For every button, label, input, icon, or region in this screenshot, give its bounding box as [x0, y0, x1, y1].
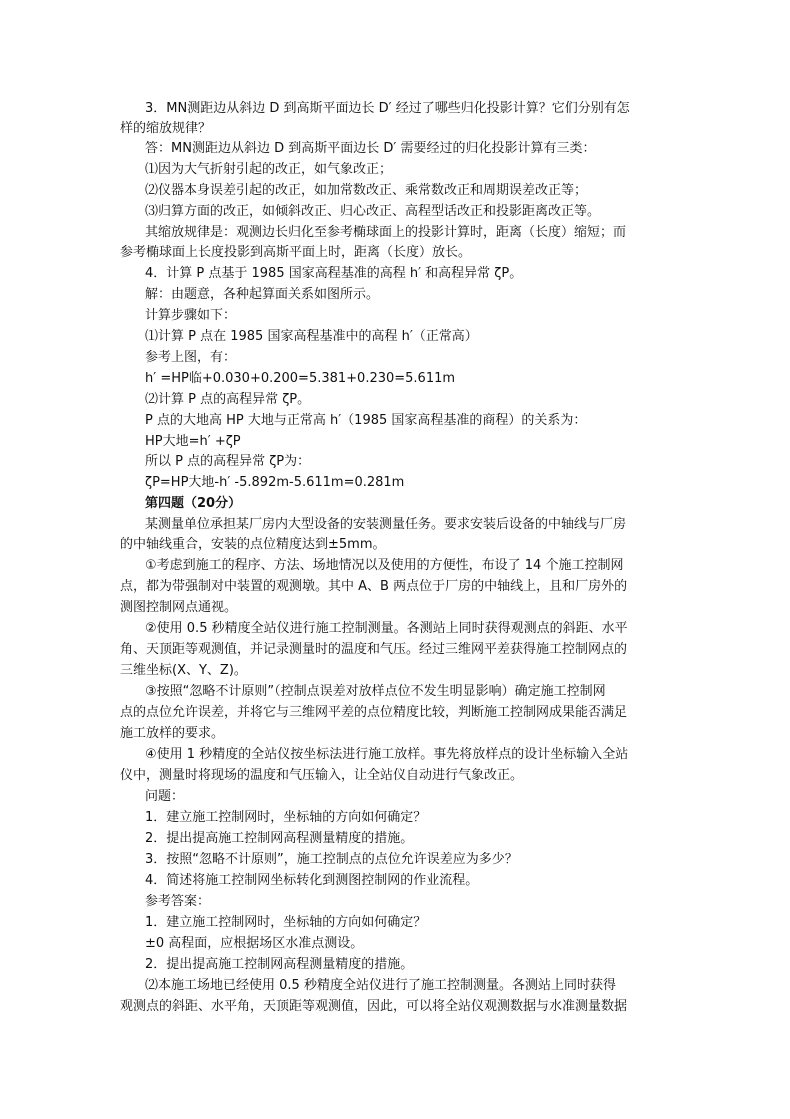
formula-geodetic-height: HP大地=h′ +ζP — [145, 434, 241, 449]
formula-height-anomaly: ζP=HP大地-h′ -5.892m-5.611m=0.281m — [145, 475, 405, 490]
reference-answer-heading: 参考答案： — [145, 894, 211, 909]
answer-3-item-2: ⑵仪器本身误差引起的改正，如加常数改正、乘常数改正和周期误差改正等； — [145, 183, 588, 198]
answer-3-item-3: ⑶归算方面的改正，如倾斜改正、归心改正、高程型话改正和投影距离改正等。 — [145, 204, 601, 219]
answer-item-1-question: 1．建立施工控制网时，坐标轴的方向如何确定？ — [145, 915, 427, 930]
formula-h-prime: h′ =HP临+0.030+0.200=5.381+0.230=5.611m — [145, 371, 456, 386]
item-3-line-3: 施工放样的要求。 — [120, 726, 225, 741]
question-3-line-2: 样的缩放规律？ — [120, 121, 212, 136]
scaling-rule-line-2: 参考椭球面上长度投影到高斯平面上时，距离（长度）放长。 — [120, 245, 472, 260]
item-1-line-2: 点，都为带强制对中装置的观测墩。其中 A、B 两点位于厂房的中轴线上，且和厂房外的 — [120, 579, 628, 594]
step-1: ⑴计算 P 点在 1985 国家高程基准中的高程 h′（正常高） — [145, 329, 478, 344]
question-4: 4．计算 P 点基于 1985 国家高程基准的高程 h′ 和高程异常 ζP。 — [145, 266, 523, 281]
question-item-4: 4．简述将施工控制网坐标转化到测图控制网的作业流程。 — [145, 873, 479, 888]
item-1-line-3: 测图控制网点通视。 — [120, 600, 238, 615]
item-3-line-1: ③按照“忽略不计原则”（控制点误差对放样点位不发生明显影响）确定施工控制网 — [145, 684, 606, 699]
scaling-rule-line-1: 其缩放规律是：观测边长归化至参考椭球面上的投影计算时，距离（长度）缩短；而 — [145, 225, 627, 240]
reference-figure-note: 参考上图，有： — [145, 350, 237, 365]
item-4-line-2: 仪中，测量时将现场的温度和气压输入，让全站仪自动进行气象改正。 — [120, 768, 524, 783]
item-4-line-1: ④使用 1 秒精度的全站仪按坐标法进行施工放样。事先将放样点的设计坐标输入全站 — [145, 747, 629, 762]
item-2-line-2: 角、天顶距等观测值，并记录测量时的温度和气压。经过三维网平差获得施工控制网点的 — [120, 642, 628, 657]
section-heading-question-4: 第四题（20分） — [145, 496, 242, 511]
answer-3-intro: 答：MN测距边从斜边 D 到高斯平面边长 D′ 需要经过的归化投影计算有三类： — [145, 141, 596, 156]
answer-item-2-line-1: ⑵本施工场地已经使用 0.5 秒精度全站仪进行了施工控制测量。各测站上同时获得 — [145, 978, 616, 993]
question-item-1: 1．建立施工控制网时，坐标轴的方向如何确定？ — [145, 810, 427, 825]
answer-item-2-question: 2．提出提高施工控制网高程测量精度的措施。 — [145, 957, 414, 972]
question-item-2: 2．提出提高施工控制网高程测量精度的措施。 — [145, 831, 414, 846]
item-2-line-1: ②使用 0.5 秒精度全站仪进行施工控制测量。各测站上同时获得观测点的斜距、水平 — [145, 621, 628, 636]
answer-3-item-1: ⑴因为大气折射引起的改正，如气象改正； — [145, 162, 393, 177]
question-item-3: 3．按照“忽略不计原则”，施工控制点的点位允许误差应为多少？ — [145, 852, 518, 867]
question-3-line-1: 3．MN测距边从斜边 D 到高斯平面边长 D′ 经过了哪些归化投影计算？它们分别有怎 — [145, 101, 630, 116]
step-2: ⑵计算 P 点的高程异常 ζP。 — [145, 392, 311, 407]
answer-item-1-text: ±0 高程面，应根据场区水准点测设。 — [145, 936, 364, 951]
item-2-line-3: 三维坐标(X、Y、Z)。 — [120, 663, 247, 678]
steps-heading: 计算步骤如下： — [145, 308, 237, 323]
task-description-line-1: 某测量单位承担某厂房内大型设备的安装测量任务。要求安装后设备的中轴线与厂房 — [145, 517, 627, 532]
task-description-line-2: 的中轴线重合，安装的点位精度达到±5mm。 — [120, 537, 386, 552]
solution-intro: 解：由题意，各种起算面关系如图所示。 — [145, 287, 380, 302]
height-anomaly-intro: 所以 P 点的高程异常 ζP为： — [145, 454, 311, 469]
questions-heading: 问题： — [145, 789, 185, 804]
item-1-line-1: ①考虑到施工的程序、方法、场地情况以及使用的方便性，布设了 14 个施工控制网 — [145, 558, 624, 573]
item-3-line-2: 点的点位允许误差，并将它与三维网平差的点位精度比较，判断施工控制网成果能否满足 — [120, 705, 628, 720]
answer-item-2-line-2: 观测点的斜距、水平角，天顶距等观测值，因此，可以将全站仪观测数据与水准测量数据 — [120, 999, 628, 1014]
relation-statement: P 点的大地高 HP 大地与正常高 h′（1985 国家高程基准的商程）的关系为： — [145, 413, 587, 428]
